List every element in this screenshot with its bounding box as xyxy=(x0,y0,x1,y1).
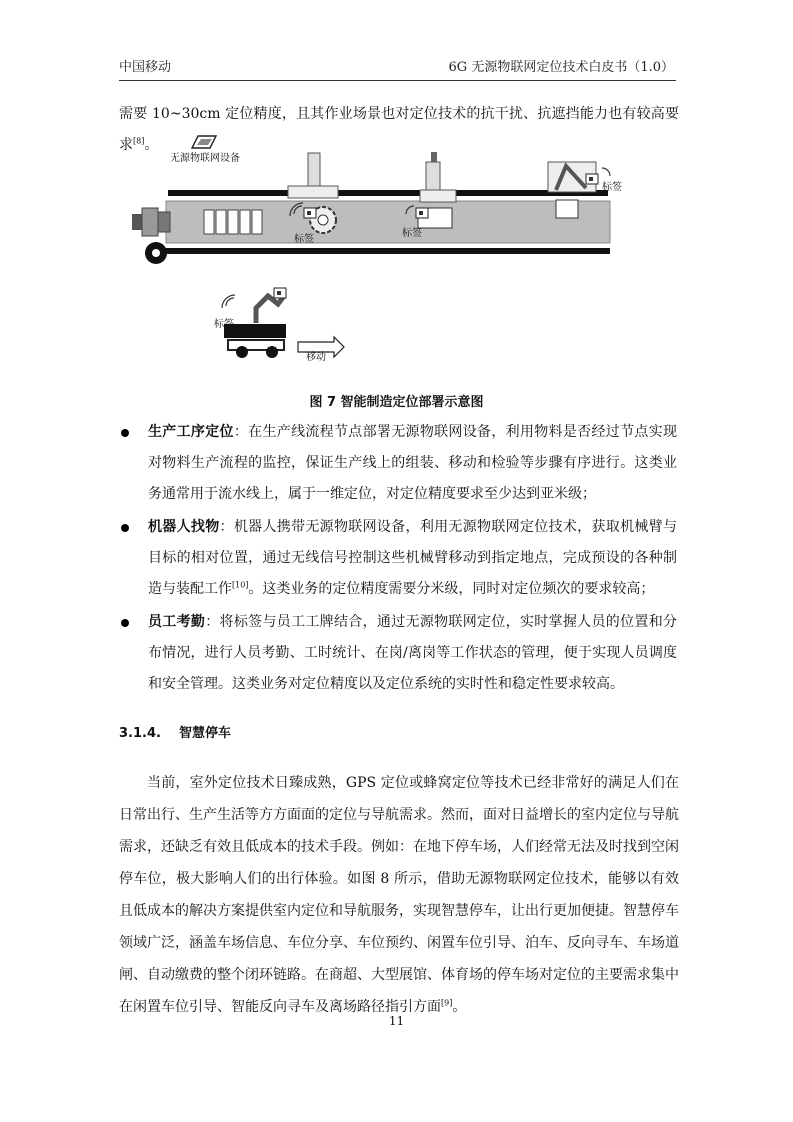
bullet-sep: ： xyxy=(219,519,234,535)
roller-icon xyxy=(145,242,167,264)
list-item xyxy=(119,512,677,605)
figure-caption: 图 7 智能制造定位部署示意图 xyxy=(309,395,484,410)
bullet-tail: 。这类业务的定位精度需要分米级，同时对定位频次的要求较高； xyxy=(248,581,655,597)
device-icon xyxy=(192,136,216,148)
bullet-ref: [10] xyxy=(232,580,249,590)
device-label: 无源物联网设备 xyxy=(170,153,240,164)
section-title: 智慧停车 xyxy=(178,726,231,741)
manufacturing-figure xyxy=(128,128,668,378)
bullet-term: 员工考勤 xyxy=(148,614,206,630)
bullet-text: 在生产线流程节点部署无源物联网设备，利用物料是否经过节点实现对物料生产流程的监控，保证生产线上的组装、移动和检验等步骤有序进行。这类业务通常用于流水线上，属于一维定位，对定位精度要求至少达到亚米级； xyxy=(148,424,678,502)
bullet-icon xyxy=(121,524,129,532)
tag-label-3: 标签 xyxy=(602,182,622,193)
bullet-term: 机器人找物 xyxy=(148,519,220,535)
body-ref: [9] xyxy=(441,998,453,1008)
list-item xyxy=(119,417,677,510)
header-left: 中国移动 xyxy=(119,60,172,75)
header-rule xyxy=(119,80,676,81)
intro-end: 。 xyxy=(144,137,159,153)
bullet-text: 将标签与员工工牌结合，通过无源物联网定位，实时掌握人员的位置和分布情况，进行人员考勤、工时统计、在岗/离岗等工作状态的管理，便于实现人员调度和安全管理。这类业务对定位精度以及定位系统的实时性和稳定性要求较高。 xyxy=(148,614,678,692)
section-heading xyxy=(119,722,231,741)
tag-label-4: 标签 xyxy=(214,319,234,330)
conveyor-top-rail xyxy=(168,190,608,196)
bullet-text: 机器人携带无源物联网设备，利用无源物联网定位技术，获取机械臂与目标的相对位置，通过无线信号控制这些机械臂移动到指定地点，完成预设的各种制造与装配工作 xyxy=(148,519,678,597)
conveyor-bottom-rail xyxy=(166,248,610,254)
motor-icon xyxy=(132,208,170,236)
tag-label-1: 标签 xyxy=(294,234,314,245)
bullet-sep: ： xyxy=(205,614,220,630)
box-stack xyxy=(204,210,262,234)
bullet-icon xyxy=(121,429,129,437)
body-end: 。 xyxy=(452,999,467,1015)
bullet-list xyxy=(119,417,677,702)
bullet-term: 生产工序定位 xyxy=(148,424,234,440)
tag-label-2: 标签 xyxy=(402,228,422,239)
intro-ref: [8] xyxy=(133,136,145,146)
move-label: 移动 xyxy=(306,352,326,363)
bullet-icon xyxy=(121,619,129,627)
list-item xyxy=(119,607,677,700)
section-number: 3.1.4. xyxy=(119,726,161,741)
bullet-sep: ： xyxy=(233,424,249,440)
body-paragraph xyxy=(119,767,679,1023)
page-number: 11 xyxy=(388,1014,405,1028)
header-right: 6G 无源物联网定位技术白皮书（1.0） xyxy=(448,60,674,75)
intro-text: 需要 10~30cm 定位精度，且其作业场景也对定位技术的抗干扰、抗遮挡能力也有较高要求 xyxy=(119,106,679,153)
body-text: 当前，室外定位技术日臻成熟，GPS 定位或蜂窝定位等技术已经非常好的满足人们在日常出行、生产生活等方方面面的定位与导航需求。然而，面对日益增长的室内定位与导航需求，还缺乏有效且低成本的技术手段。例如：在地下停车场，人们经常无法及时找到空闲停车位，极大影响人们的出行体验。如图 8 所示，借助无源物联网定位技术，能够以有效且低成本的解决方案提供室内定位和导航服务，实现智慧停车，让出行更加便捷。智慧停车领域广泛，涵盖车场信息、车位分享、车位预约、闲置车位引导、泊车、反向寻车、车场道闸、自动缴费的整个闭环链路。在商超、大型展馆、体育场的停车场对定位的主要需求集中在闲置车位引导、智能反向寻车及离场路径指引方面 xyxy=(119,775,679,1015)
